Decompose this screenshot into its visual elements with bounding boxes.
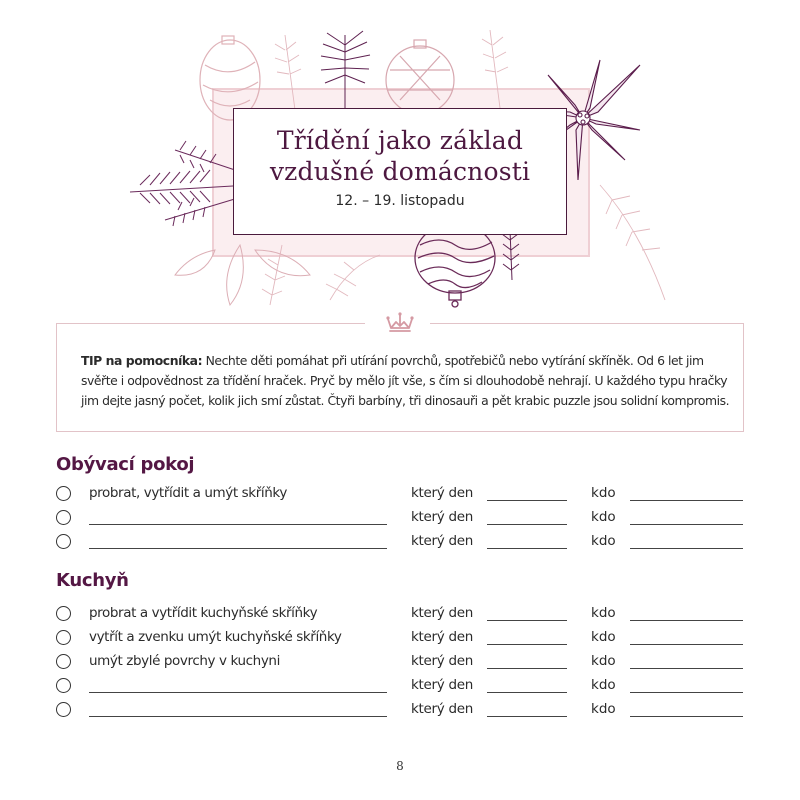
day-blank-line[interactable] [487,548,567,549]
task-row [0,533,800,566]
task-checkbox[interactable] [56,654,71,669]
task-checkbox[interactable] [56,486,71,501]
task-blank-line[interactable] [89,716,387,717]
day-label: který den [411,653,473,669]
who-label: kdo [591,605,616,621]
tip-label: TIP na pomocníka: [81,353,203,368]
day-blank-line[interactable] [487,668,567,669]
task-checkbox[interactable] [56,534,71,549]
who-label: kdo [591,629,616,645]
tip-text [81,351,731,411]
tip-box [56,323,744,432]
who-label: kdo [591,653,616,669]
day-label: který den [411,677,473,693]
task-blank-line[interactable] [89,692,387,693]
task-row [0,509,800,542]
who-blank-line[interactable] [630,644,743,645]
task-checkbox[interactable] [56,606,71,621]
task-checkbox[interactable] [56,702,71,717]
day-blank-line[interactable] [487,620,567,621]
task-label: probrat a vytřídit kuchyňské skříňky [89,605,318,621]
task-row [0,677,800,710]
task-row [0,485,800,518]
who-label: kdo [591,701,616,717]
day-blank-line[interactable] [487,644,567,645]
day-blank-line[interactable] [487,524,567,525]
task-checkbox[interactable] [56,510,71,525]
task-row [0,701,800,734]
who-label: kdo [591,677,616,693]
day-label: který den [411,533,473,549]
task-blank-line[interactable] [89,524,387,525]
who-blank-line[interactable] [630,500,743,501]
title-line-1: Třídění jako základ [276,126,524,155]
who-blank-line[interactable] [630,668,743,669]
who-blank-line[interactable] [630,620,743,621]
task-checkbox[interactable] [56,630,71,645]
who-label: kdo [591,533,616,549]
page-number: 8 [396,759,404,773]
day-blank-line[interactable] [487,692,567,693]
tip-body: Nechte děti pomáhat při utírání povrchů, spotřebičů nebo vytírání skříněk. Od 6 let jim svěřte i odpovědnost za třídění hraček. Pryč by mělo jít vše, s čím si dlouhodobě nehrají. U každého typu hračky jim dejte jasný počet, kolik jich smí zůstat. Čtyři barbíny, tři dinosauři a pět krabic puzzle jsou solidní kompromis. [81,353,730,408]
who-blank-line[interactable] [630,692,743,693]
who-blank-line[interactable] [630,524,743,525]
title-line-2: vzdušné domácnosti [269,157,531,186]
task-checkbox[interactable] [56,678,71,693]
task-label: probrat, vytřídit a umýt skříňky [89,485,287,501]
who-blank-line[interactable] [630,548,743,549]
who-label: kdo [591,509,616,525]
day-label: který den [411,605,473,621]
task-row [0,653,800,686]
task-blank-line[interactable] [89,548,387,549]
who-blank-line[interactable] [630,716,743,717]
who-label: kdo [591,485,616,501]
day-blank-line[interactable] [487,716,567,717]
day-blank-line[interactable] [487,500,567,501]
section-heading-obyvaci-pokoj: Obývací pokoj [56,454,195,475]
task-label: umýt zbylé povrchy v kuchyni [89,653,280,669]
date-range: 12. – 19. listopadu [335,193,465,209]
day-label: který den [411,701,473,717]
section-heading-kuchyn: Kuchyň [56,570,129,591]
page-title [234,125,566,187]
day-label: který den [411,629,473,645]
task-label: vytřít a zvenku umýt kuchyňské skříňky [89,629,342,645]
day-label: který den [411,485,473,501]
title-card [233,108,567,235]
day-label: který den [411,509,473,525]
